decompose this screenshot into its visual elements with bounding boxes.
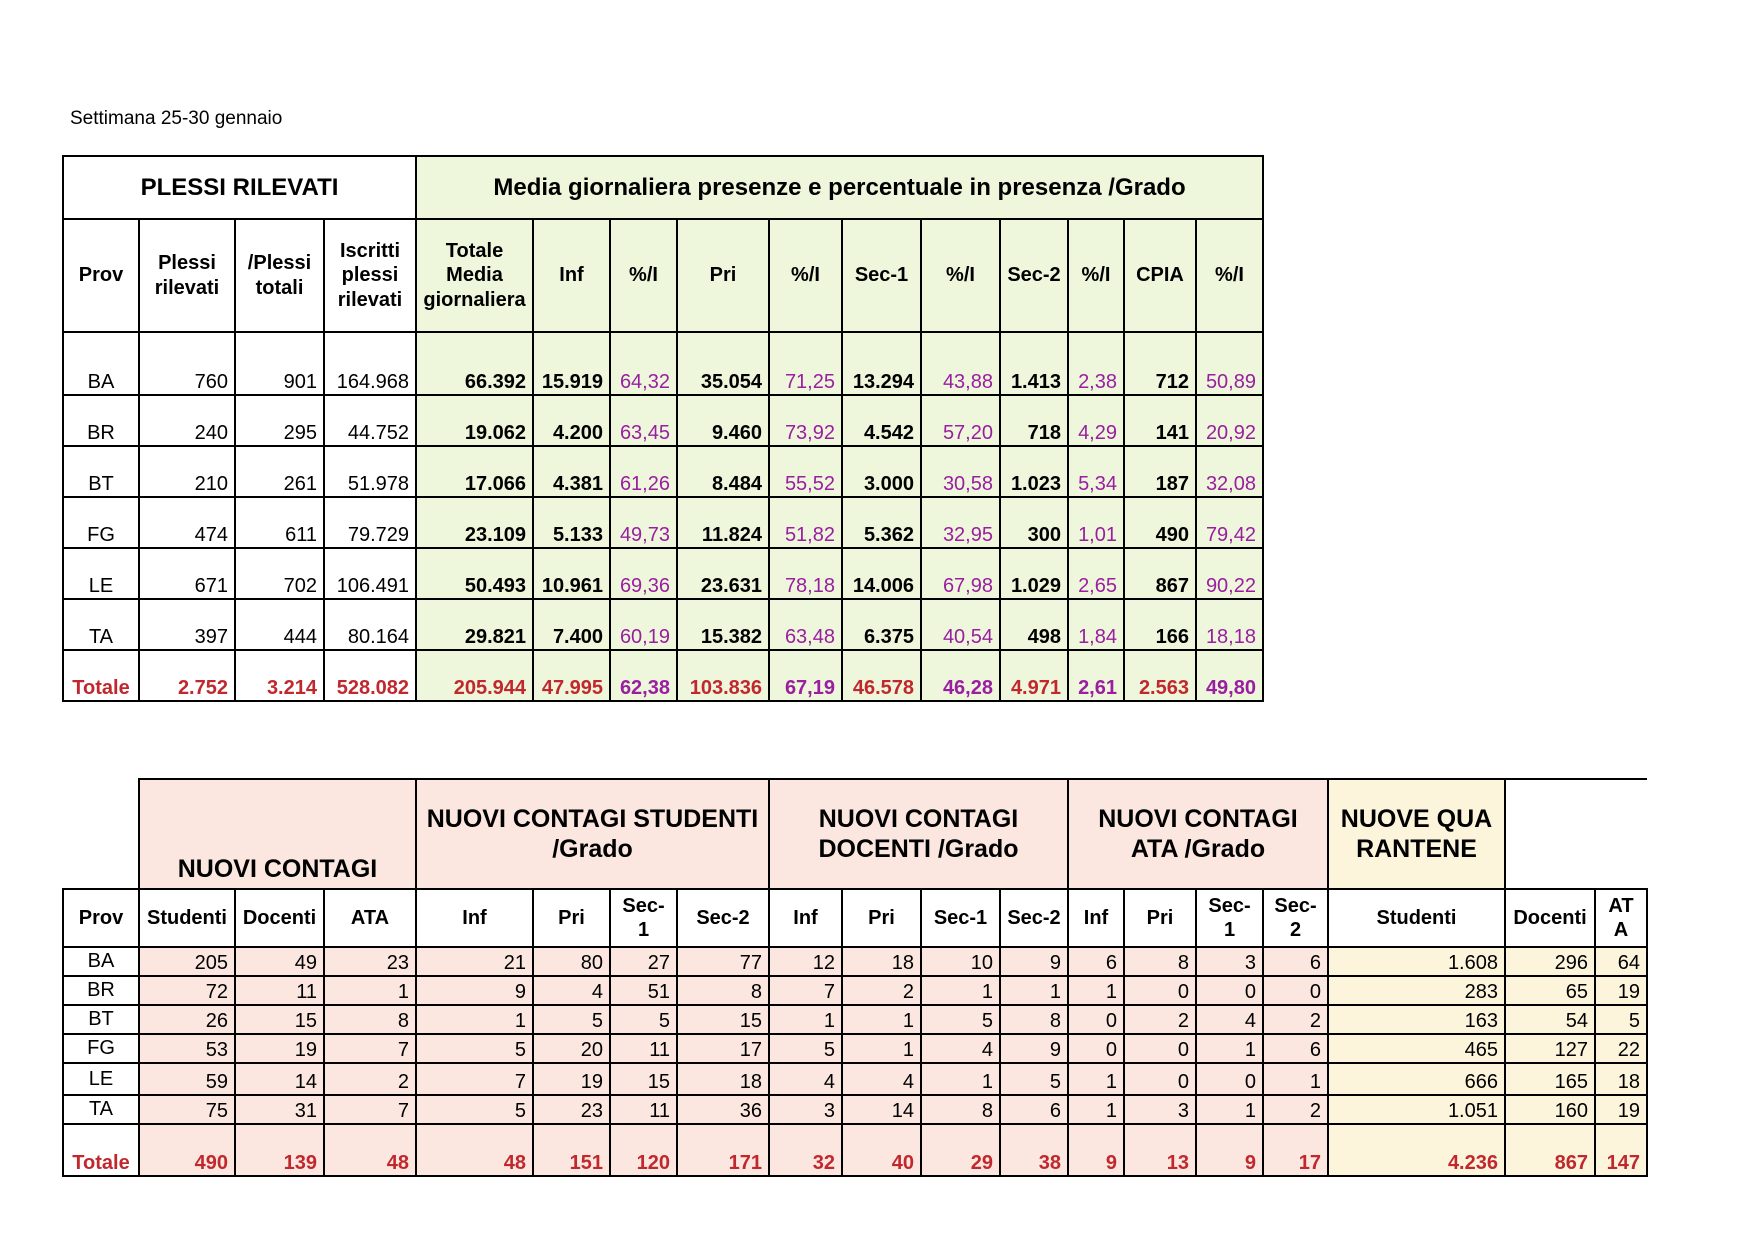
t2-value-cell: 165 [1505,1063,1595,1095]
t2-value-cell: 19 [235,1034,324,1063]
t1-total-cell: 3.214 [235,650,324,701]
t2-value-cell: 1 [921,976,1000,1005]
t1-value-cell: 867 [1124,548,1196,599]
t1-value-cell: 66.392 [416,332,533,395]
t1-value-cell: 4.200 [533,395,610,446]
t1-value-cell: 18,18 [1196,599,1263,650]
t1-row [63,395,1263,446]
t2-value-cell: 19 [1595,976,1647,1005]
t1-prov-cell: BT [63,446,139,497]
t2-total-cell: 171 [677,1124,769,1176]
t1-row [63,446,1263,497]
t1-header-cell: Pri [677,219,769,332]
t1-header-cell: Iscritti plessi rilevati [324,219,416,332]
t2-value-cell: 21 [416,947,533,976]
t2-value-cell: 1 [324,976,416,1005]
t2-value-cell: 3 [1196,947,1263,976]
t1-value-cell: 7.400 [533,599,610,650]
t2-value-cell: 1 [769,1005,842,1034]
t2-value-cell: 2 [324,1063,416,1095]
t1-value-cell: 15.919 [533,332,610,395]
t1-value-cell: 760 [139,332,235,395]
docenti-group: NUOVI CONTAGI DOCENTI /Grado [769,779,1068,889]
t1-value-cell: 78,18 [769,548,842,599]
t1-value-cell: 1.413 [1000,332,1068,395]
t1-header-cell: Inf [533,219,610,332]
t1-value-cell: 60,19 [610,599,677,650]
t1-value-cell: 444 [235,599,324,650]
t1-value-cell: 1.029 [1000,548,1068,599]
t1-value-cell: 57,20 [921,395,1000,446]
t1-value-cell: 50,89 [1196,332,1263,395]
t2-value-cell: 75 [139,1095,235,1124]
t2-value-cell: 8 [677,976,769,1005]
t1-header-cell: /Plessi totali [235,219,324,332]
t2-value-cell: 27 [610,947,677,976]
t2-value-cell: 49 [235,947,324,976]
t1-value-cell: 14.006 [842,548,921,599]
t1-value-cell: 397 [139,599,235,650]
t2-value-cell: 15 [610,1063,677,1095]
t1-header-cell: Plessi rilevati [139,219,235,332]
t2-value-cell: 0 [1263,976,1328,1005]
t2-value-cell: 1 [1196,1095,1263,1124]
t1-value-cell: 40,54 [921,599,1000,650]
t1-total-cell: 46.578 [842,650,921,701]
t1-value-cell: 490 [1124,497,1196,548]
t2-value-cell: 5 [610,1005,677,1034]
t2-value-cell: 65 [1505,976,1595,1005]
t2-header-cell: Sec-2 [1263,889,1328,947]
t1-value-cell: 1,84 [1068,599,1124,650]
week-label: Settimana 25-30 gennaio [70,108,283,129]
t1-value-cell: 20,92 [1196,395,1263,446]
t1-value-cell: 51,82 [769,497,842,548]
t1-total-cell: 2.563 [1124,650,1196,701]
t1-value-cell: 44.752 [324,395,416,446]
t1-total-cell: 4.971 [1000,650,1068,701]
t1-value-cell: 13.294 [842,332,921,395]
t1-total-cell: 47.995 [533,650,610,701]
t1-total-cell: 46,28 [921,650,1000,701]
t2-value-cell: 6 [1000,1095,1068,1124]
t1-header-cell: %/I [1196,219,1263,332]
t2-value-cell: 8 [324,1005,416,1034]
t1-value-cell: 71,25 [769,332,842,395]
t2-prov-cell: LE [63,1063,139,1095]
t1-value-cell: 17.066 [416,446,533,497]
t2-value-cell: 20 [533,1034,610,1063]
t2-value-cell: 4 [533,976,610,1005]
t2-value-cell: 1 [1068,1095,1124,1124]
t2-total-cell: 120 [610,1124,677,1176]
t1-value-cell: 261 [235,446,324,497]
t2-value-cell: 3 [769,1095,842,1124]
t2-value-cell: 127 [1505,1034,1595,1063]
t2-value-cell: 666 [1328,1063,1505,1095]
t2-value-cell: 1 [1263,1063,1328,1095]
t1-total-cell: 62,38 [610,650,677,701]
t1-value-cell: 43,88 [921,332,1000,395]
t2-header-cell: Docenti [235,889,324,947]
t2-row [63,947,1647,976]
t2-value-cell: 6 [1263,947,1328,976]
t2-value-cell: 0 [1196,1063,1263,1095]
t2-value-cell: 8 [1000,1005,1068,1034]
t2-value-cell: 0 [1196,976,1263,1005]
t1-value-cell: 240 [139,395,235,446]
t2-value-cell: 0 [1068,1005,1124,1034]
t2-value-cell: 9 [1000,1034,1068,1063]
t2-value-cell: 51 [610,976,677,1005]
t2-value-cell: 0 [1068,1034,1124,1063]
t2-value-cell: 0 [1124,1063,1196,1095]
t2-value-cell: 163 [1328,1005,1505,1034]
t2-total-cell: 17 [1263,1124,1328,1176]
t2-total-cell: 139 [235,1124,324,1176]
t2-prov-cell: BR [63,976,139,1005]
t2-value-cell: 4 [1196,1005,1263,1034]
t1-value-cell: 4.381 [533,446,610,497]
t2-value-cell: 5 [416,1034,533,1063]
t1-value-cell: 2,38 [1068,332,1124,395]
t1-value-cell: 187 [1124,446,1196,497]
t1-value-cell: 19.062 [416,395,533,446]
t1-value-cell: 166 [1124,599,1196,650]
t1-value-cell: 79.729 [324,497,416,548]
t1-value-cell: 32,08 [1196,446,1263,497]
t2-value-cell: 12 [769,947,842,976]
t2-value-cell: 3 [1124,1095,1196,1124]
ata-group: NUOVI CONTAGI ATA /Grado [1068,779,1328,889]
t2-value-cell: 5 [416,1095,533,1124]
t1-total-cell: 2.752 [139,650,235,701]
t1-value-cell: 8.484 [677,446,769,497]
t2-value-cell: 1.051 [1328,1095,1505,1124]
t2-value-cell: 8 [921,1095,1000,1124]
t2-value-cell: 77 [677,947,769,976]
t2-total-row [63,1124,1647,1176]
t2-value-cell: 283 [1328,976,1505,1005]
t1-value-cell: 164.968 [324,332,416,395]
t2-header-cell: Docenti [1505,889,1595,947]
t1-total-label: Totale [63,650,139,701]
t2-total-label: Totale [63,1124,139,1176]
t2-value-cell: 7 [324,1034,416,1063]
t2-value-cell: 4 [842,1063,921,1095]
t2-header-cell: Inf [1068,889,1124,947]
t2-value-cell: 4 [921,1034,1000,1063]
t2-value-cell: 11 [235,976,324,1005]
studenti-group: NUOVI CONTAGI STUDENTI /Grado [416,779,769,889]
t2-value-cell: 72 [139,976,235,1005]
t2-row [63,1005,1647,1034]
t2-value-cell: 1 [416,1005,533,1034]
t1-value-cell: 901 [235,332,324,395]
t2-row [63,1095,1647,1124]
t1-value-cell: 712 [1124,332,1196,395]
t2-value-cell: 2 [842,976,921,1005]
t1-value-cell: 1.023 [1000,446,1068,497]
t2-value-cell: 23 [533,1095,610,1124]
t1-value-cell: 611 [235,497,324,548]
t2-header-cell: Pri [1124,889,1196,947]
t2-value-cell: 15 [677,1005,769,1034]
empty-right [1505,779,1647,889]
t2-header-cell: Studenti [139,889,235,947]
t1-value-cell: 4.542 [842,395,921,446]
t2-value-cell: 1 [1068,976,1124,1005]
empty-corner [63,779,139,889]
t2-value-cell: 205 [139,947,235,976]
t2-value-cell: 14 [235,1063,324,1095]
t1-value-cell: 90,22 [1196,548,1263,599]
t1-value-cell: 15.382 [677,599,769,650]
t2-total-cell: 147 [1595,1124,1647,1176]
t2-value-cell: 11 [610,1034,677,1063]
t1-value-cell: 718 [1000,395,1068,446]
t1-value-cell: 2,65 [1068,548,1124,599]
t2-total-cell: 38 [1000,1124,1068,1176]
t1-prov-cell: BA [63,332,139,395]
t2-value-cell: 2 [1263,1095,1328,1124]
t2-value-cell: 1 [921,1063,1000,1095]
t2-value-cell: 1 [842,1005,921,1034]
t1-value-cell: 23.631 [677,548,769,599]
t2-header-cell: Prov [63,889,139,947]
t2-value-cell: 7 [416,1063,533,1095]
t2-total-cell: 29 [921,1124,1000,1176]
t2-total-cell: 48 [416,1124,533,1176]
quarantene-group: NUOVE QUARANTENE [1328,779,1505,889]
t2-value-cell: 31 [235,1095,324,1124]
t1-value-cell: 295 [235,395,324,446]
t2-header-cell: ATA [324,889,416,947]
t2-total-cell: 48 [324,1124,416,1176]
t2-value-cell: 14 [842,1095,921,1124]
t2-value-cell: 5 [769,1034,842,1063]
t2-header-cell: Sec-1 [921,889,1000,947]
t2-value-cell: 2 [1263,1005,1328,1034]
plessi-rilevati-title: PLESSI RILEVATI [63,156,416,219]
t1-value-cell: 49,73 [610,497,677,548]
t1-total-cell: 2,61 [1068,650,1124,701]
t2-value-cell: 54 [1505,1005,1595,1034]
t1-value-cell: 51.978 [324,446,416,497]
t2-value-cell: 5 [1595,1005,1647,1034]
t2-value-cell: 36 [677,1095,769,1124]
t1-value-cell: 106.491 [324,548,416,599]
t2-value-cell: 5 [921,1005,1000,1034]
t1-header-cell: Prov [63,219,139,332]
t2-value-cell: 15 [235,1005,324,1034]
t1-value-cell: 73,92 [769,395,842,446]
t1-header-cell: CPIA [1124,219,1196,332]
t1-value-cell: 23.109 [416,497,533,548]
t1-value-cell: 5.362 [842,497,921,548]
t2-total-cell: 13 [1124,1124,1196,1176]
t2-header-cell: Inf [769,889,842,947]
t1-total-cell: 528.082 [324,650,416,701]
t2-value-cell: 6 [1068,947,1124,976]
t1-total-row [63,650,1263,701]
t2-header-cell: Sec-2 [677,889,769,947]
t1-value-cell: 63,48 [769,599,842,650]
t1-row [63,548,1263,599]
t2-total-cell: 151 [533,1124,610,1176]
t1-row [63,497,1263,548]
t1-value-cell: 1,01 [1068,497,1124,548]
t1-value-cell: 474 [139,497,235,548]
t1-value-cell: 671 [139,548,235,599]
t1-value-cell: 63,45 [610,395,677,446]
t1-value-cell: 3.000 [842,446,921,497]
t2-prov-cell: BA [63,947,139,976]
t2-value-cell: 4 [769,1063,842,1095]
t2-value-cell: 10 [921,947,1000,976]
t1-value-cell: 32,95 [921,497,1000,548]
t2-value-cell: 1.608 [1328,947,1505,976]
t2-row [63,1063,1647,1095]
t2-value-cell: 8 [1124,947,1196,976]
t2-value-cell: 1 [1196,1034,1263,1063]
t1-value-cell: 5,34 [1068,446,1124,497]
t1-value-cell: 300 [1000,497,1068,548]
t1-prov-cell: TA [63,599,139,650]
t2-value-cell: 64 [1595,947,1647,976]
t2-value-cell: 0 [1124,976,1196,1005]
contagi-table [62,778,1648,1177]
t2-prov-cell: TA [63,1095,139,1124]
t1-value-cell: 79,42 [1196,497,1263,548]
t1-value-cell: 5.133 [533,497,610,548]
t2-value-cell: 18 [842,947,921,976]
t2-value-cell: 80 [533,947,610,976]
t1-value-cell: 55,52 [769,446,842,497]
media-giornaliera-title: Media giornaliera presenze e percentuale in presenza /Grado [416,156,1263,219]
t2-header-cell: Sec-2 [1000,889,1068,947]
t2-header-cell: Sec-1 [610,889,677,947]
t2-total-cell: 867 [1505,1124,1595,1176]
t1-prov-cell: LE [63,548,139,599]
t2-value-cell: 23 [324,947,416,976]
t1-header-cell: %/I [921,219,1000,332]
t2-value-cell: 465 [1328,1034,1505,1063]
t2-row [63,976,1647,1005]
t2-value-cell: 296 [1505,947,1595,976]
t1-header-cell: %/I [1068,219,1124,332]
t1-value-cell: 210 [139,446,235,497]
t1-value-cell: 11.824 [677,497,769,548]
t1-header-cell: Sec-1 [842,219,921,332]
t1-value-cell: 30,58 [921,446,1000,497]
t2-value-cell: 1 [1000,976,1068,1005]
t2-total-cell: 4.236 [1328,1124,1505,1176]
t2-value-cell: 18 [677,1063,769,1095]
nuovi-contagi-group: NUOVI CONTAGI [139,779,416,889]
t2-value-cell: 2 [1124,1005,1196,1034]
t1-value-cell: 9.460 [677,395,769,446]
presenze-table [62,155,1264,702]
t2-value-cell: 1 [1068,1063,1124,1095]
t1-value-cell: 61,26 [610,446,677,497]
t1-value-cell: 35.054 [677,332,769,395]
t1-header-cell: Totale Media giornaliera [416,219,533,332]
t1-total-cell: 49,80 [1196,650,1263,701]
t2-value-cell: 0 [1124,1034,1196,1063]
t1-value-cell: 29.821 [416,599,533,650]
t1-header-cell: %/I [769,219,842,332]
t2-total-cell: 40 [842,1124,921,1176]
t1-total-cell: 103.836 [677,650,769,701]
t2-value-cell: 26 [139,1005,235,1034]
t2-value-cell: 7 [324,1095,416,1124]
t1-row [63,599,1263,650]
t2-total-cell: 9 [1068,1124,1124,1176]
t2-header-cell: Sec-1 [1196,889,1263,947]
t1-header-cell: Sec-2 [1000,219,1068,332]
t2-header-cell: ATA [1595,889,1647,947]
t2-header-cell: Studenti [1328,889,1505,947]
t1-value-cell: 702 [235,548,324,599]
t1-value-cell: 80.164 [324,599,416,650]
t2-value-cell: 9 [416,976,533,1005]
t2-value-cell: 22 [1595,1034,1647,1063]
t1-value-cell: 141 [1124,395,1196,446]
t1-value-cell: 6.375 [842,599,921,650]
t2-value-cell: 6 [1263,1034,1328,1063]
t2-value-cell: 1 [842,1034,921,1063]
t1-row [63,332,1263,395]
t1-value-cell: 50.493 [416,548,533,599]
t1-total-cell: 67,19 [769,650,842,701]
t2-total-cell: 490 [139,1124,235,1176]
t2-value-cell: 53 [139,1034,235,1063]
t2-value-cell: 160 [1505,1095,1595,1124]
t2-header-cell: Inf [416,889,533,947]
t2-prov-cell: BT [63,1005,139,1034]
t2-value-cell: 18 [1595,1063,1647,1095]
t2-value-cell: 19 [1595,1095,1647,1124]
t1-value-cell: 4,29 [1068,395,1124,446]
t2-value-cell: 59 [139,1063,235,1095]
t2-value-cell: 5 [533,1005,610,1034]
t2-value-cell: 11 [610,1095,677,1124]
t2-header-cell: Pri [533,889,610,947]
t2-value-cell: 7 [769,976,842,1005]
t2-value-cell: 19 [533,1063,610,1095]
t2-value-cell: 17 [677,1034,769,1063]
t1-header-cell: %/I [610,219,677,332]
t2-value-cell: 5 [1000,1063,1068,1095]
t1-prov-cell: BR [63,395,139,446]
t1-value-cell: 67,98 [921,548,1000,599]
t1-value-cell: 69,36 [610,548,677,599]
t1-total-cell: 205.944 [416,650,533,701]
t2-total-cell: 9 [1196,1124,1263,1176]
t2-header-cell: Pri [842,889,921,947]
t2-value-cell: 9 [1000,947,1068,976]
t2-prov-cell: FG [63,1034,139,1063]
t1-value-cell: 10.961 [533,548,610,599]
t1-prov-cell: FG [63,497,139,548]
t2-total-cell: 32 [769,1124,842,1176]
t2-row [63,1034,1647,1063]
t1-value-cell: 498 [1000,599,1068,650]
t1-value-cell: 64,32 [610,332,677,395]
